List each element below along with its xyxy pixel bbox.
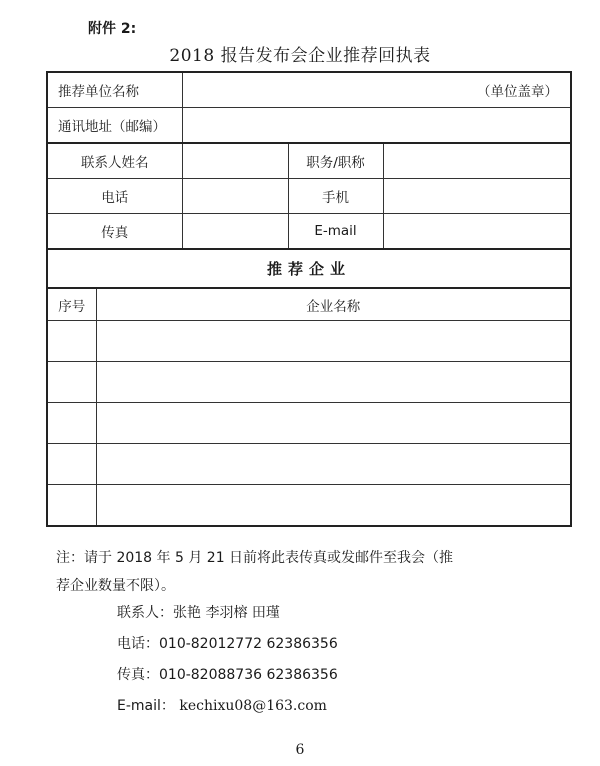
phone-row [47,179,571,214]
index-cell[interactable] [47,485,96,527]
company-row [47,444,571,485]
unit-name-row [47,72,571,108]
mobile-field[interactable] [383,179,571,214]
index-cell[interactable] [47,403,96,444]
mobile-label: 手机 [288,179,383,214]
section-row [47,249,571,288]
company-name-cell[interactable] [96,403,571,444]
email-label: E-mail [288,214,383,250]
unit-name-field[interactable] [182,72,571,108]
address-row [47,108,571,144]
submission-note [56,544,556,600]
contact-name-field[interactable] [182,143,288,179]
fax-label: 传真 [47,214,182,250]
phone-label: 电话 [47,179,182,214]
company-name-cell[interactable] [96,444,571,485]
company-name-cell[interactable] [96,362,571,403]
contact-email-link[interactable]: kechixu08@163.com [179,698,327,714]
section-title: 推荐企业 [47,249,571,288]
recommendation-form-table [46,71,572,527]
seal-note: （单位盖章） [477,84,558,100]
position-label: 职务/职称 [288,143,383,179]
index-cell[interactable] [47,444,96,485]
company-column-header: 企业名称 [96,288,571,321]
email-field[interactable] [383,214,571,250]
index-column-header: 序号 [47,288,96,321]
company-name-cell[interactable] [96,321,571,362]
company-row [47,321,571,362]
phone-field[interactable] [182,179,288,214]
fax-field[interactable] [182,214,288,250]
unit-name-label: 推荐单位名称 [47,72,182,108]
note-line-2: 荐企业数量不限）。 [56,578,175,594]
attachment-label: 附件 2: [88,21,137,37]
contact-phone: 电话：010-82012772 62386356 [117,636,338,652]
contact-email-label: E-mail： [117,698,175,714]
index-cell[interactable] [47,362,96,403]
index-cell[interactable] [47,321,96,362]
company-row [47,403,571,444]
fax-row [47,214,571,250]
company-header-row [47,288,571,321]
contact-email [117,691,338,722]
contact-people: 联系人：张艳 李羽榕 田瑾 [117,605,280,621]
contact-name-row [47,143,571,179]
page-number: 6 [295,742,305,758]
contact-name-label: 联系人姓名 [47,143,182,179]
note-line-1: 注：请于 2018 年 5 月 21 日前将此表传真或发邮件至我会（推 [56,550,454,566]
company-row [47,362,571,403]
contact-fax: 传真：010-82088736 62386356 [117,667,338,683]
company-row [47,485,571,527]
address-label: 通讯地址（邮编） [47,108,182,144]
company-name-cell[interactable] [96,485,571,527]
contact-info [117,598,338,722]
position-field[interactable] [383,143,571,179]
page-title: 2018 报告发布会企业推荐回执表 [169,46,431,66]
address-field[interactable] [182,108,571,144]
